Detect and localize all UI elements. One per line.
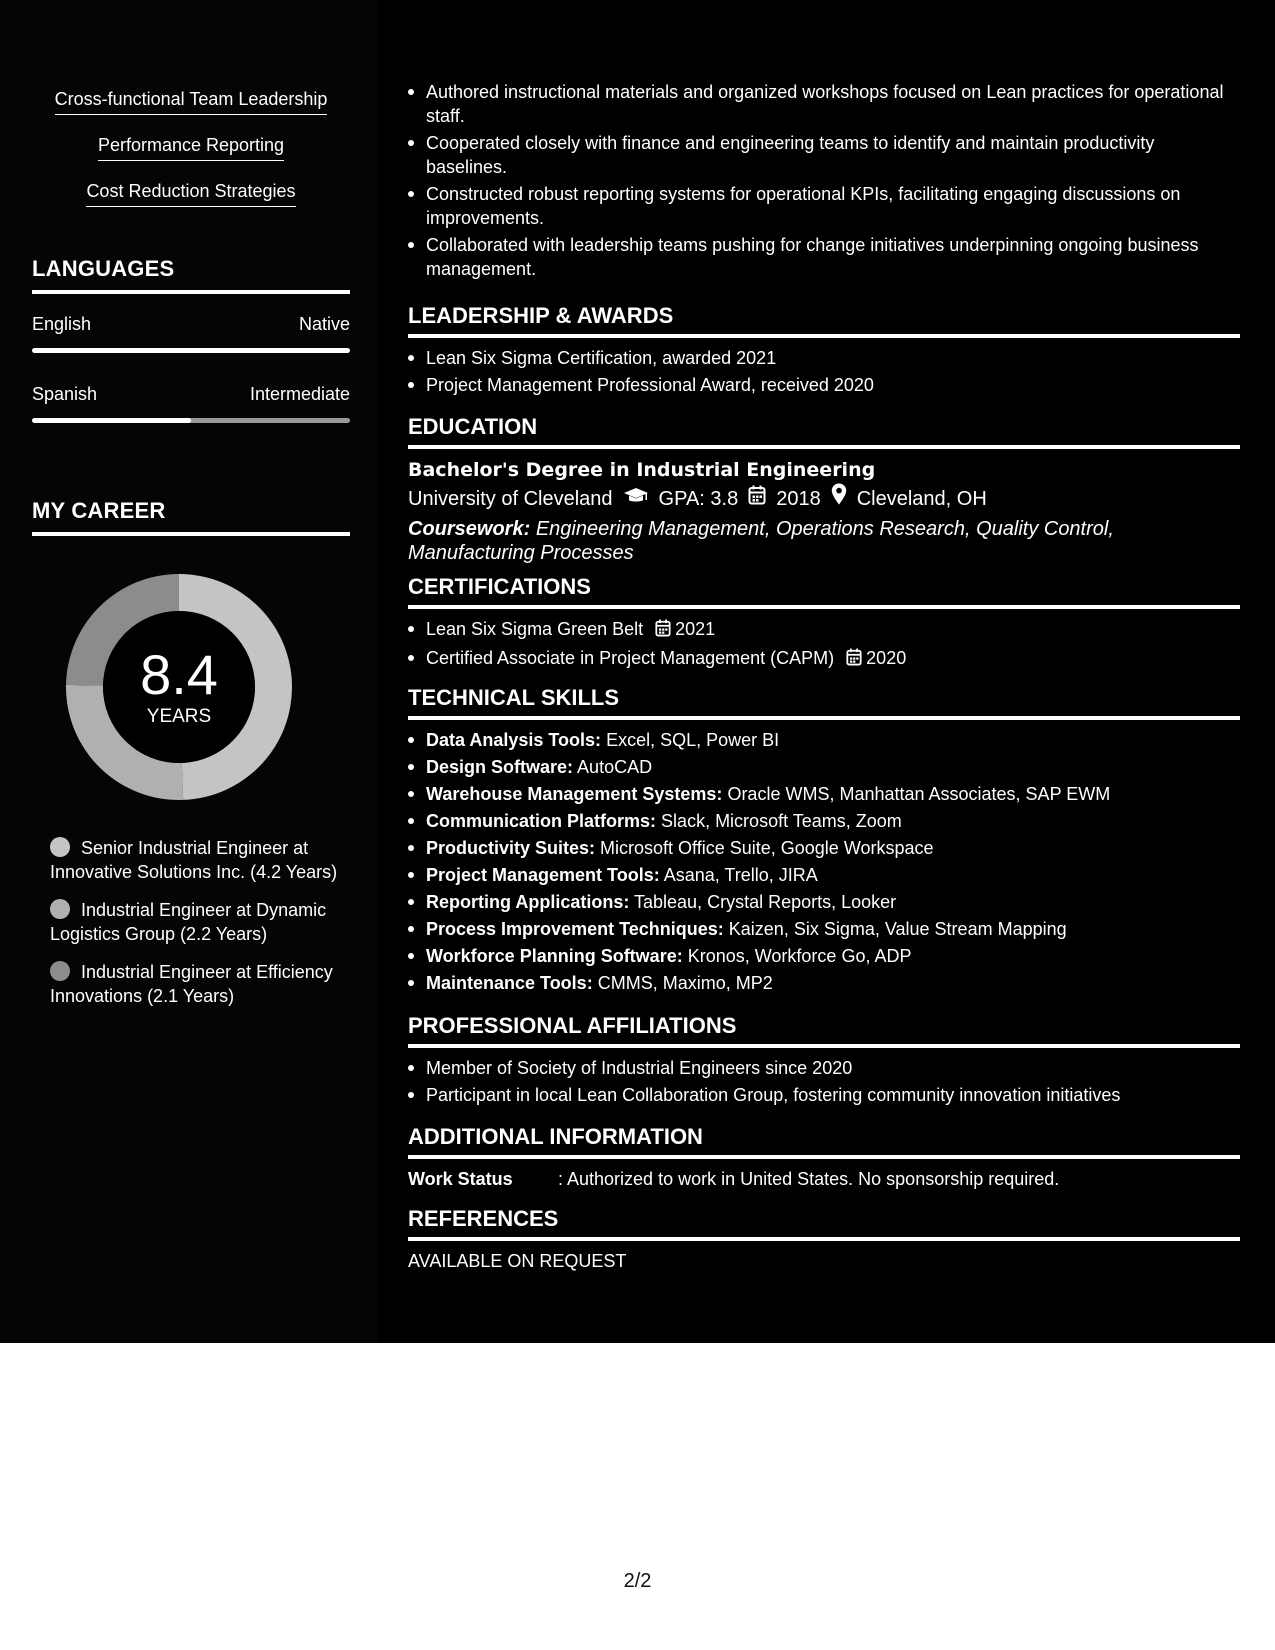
technical-skill-item [408, 809, 1240, 833]
section-title: CERTIFICATIONS [408, 573, 1240, 609]
language-name: Spanish [32, 384, 98, 404]
leadership-section [408, 302, 1240, 400]
technical-skill-label: Design Software: [426, 757, 574, 777]
technical-skill-item [408, 944, 1240, 968]
technical-skill-value: Oracle WMS, Manhattan Associates, SAP EWM [727, 784, 1111, 804]
section-title: TECHNICAL SKILLS [408, 684, 1240, 720]
language-proficiency-bar [32, 418, 350, 423]
graduation-year: 2018 [776, 487, 821, 510]
language-proficiency-fill [32, 418, 191, 423]
coursework [408, 517, 1240, 565]
section-title: ADDITIONAL INFORMATION [408, 1123, 1240, 1159]
technical-skill-label: Maintenance Tools: [426, 973, 593, 993]
career-dot [50, 837, 70, 857]
language-spanish [32, 382, 350, 423]
skill-tag: Cost Reduction Strategies [86, 178, 295, 207]
references-text: AVAILABLE ON REQUEST [408, 1251, 627, 1271]
skills-list [32, 86, 350, 224]
career-dot [50, 899, 70, 919]
technical-skill-value: Kaizen, Six Sigma, Value Stream Mapping [728, 919, 1067, 939]
technical-skill-item [408, 728, 1240, 752]
certifications-section [408, 573, 1240, 675]
experience-bullet: Constructed robust reporting systems for operational KPIs, facilitating engaging discussions on improvements. [408, 182, 1240, 230]
technical-skill-value: Kronos, Workforce Go, ADP [687, 946, 912, 966]
language-level: Intermediate [249, 384, 350, 404]
technical-skill-item [408, 863, 1240, 887]
technical-skill-label: Project Management Tools: [426, 865, 660, 885]
skill-tag: Performance Reporting [98, 132, 284, 161]
language-proficiency-bar [32, 348, 350, 353]
technical-skill-label: Data Analysis Tools: [426, 730, 602, 750]
language-level: Native [298, 314, 350, 334]
education-section [408, 413, 1240, 565]
affiliations-section [408, 1012, 1240, 1110]
career-item-text: Industrial Engineer at Efficiency Innovations (2.1 Years) [50, 962, 333, 1006]
calendar-icon [655, 619, 671, 643]
additional-info-section [408, 1123, 1240, 1191]
technical-skill-value: CMMS, Maximo, MP2 [597, 973, 773, 993]
career-dot [50, 961, 70, 981]
gpa: GPA: 3.8 [658, 487, 739, 510]
calendar-icon [748, 484, 766, 514]
career-item-text: Senior Industrial Engineer at Innovative Solutions Inc. (4.2 Years) [50, 838, 338, 882]
degree-title: Bachelor's Degree in Industrial Engineering [408, 459, 876, 481]
section-title: PROFESSIONAL AFFILIATIONS [408, 1012, 1240, 1048]
technical-skill-value: Microsoft Office Suite, Google Workspace [600, 838, 934, 858]
certification-item [408, 646, 1240, 672]
certification-item [408, 617, 1240, 643]
career-total-unit: YEARS [146, 706, 212, 727]
technical-skill-item [408, 971, 1240, 995]
career-item-text: Industrial Engineer at Dynamic Logistics Group (2.2 Years) [50, 900, 327, 944]
technical-skill-item [408, 782, 1240, 806]
coursework-list: Engineering Management, Operations Research, Quality Control, Manufacturing Processes [408, 518, 1114, 564]
leadership-item: Lean Six Sigma Certification, awarded 2021 [408, 346, 1240, 370]
location-pin-icon [831, 483, 847, 514]
technical-skill-value: Tableau, Crystal Reports, Looker [634, 892, 897, 912]
sidebar [0, 0, 378, 1343]
technical-skill-item [408, 890, 1240, 914]
technical-skill-label: Reporting Applications: [426, 892, 630, 912]
technical-skills-list [408, 728, 1240, 995]
career-item [50, 898, 340, 946]
page-number: 2/2 [623, 1570, 652, 1592]
language-english [32, 312, 350, 353]
work-status-row [408, 1167, 1240, 1191]
career-item [50, 960, 340, 1008]
technical-skill-item [408, 917, 1240, 941]
experience-bullet: Authored instructional materials and organized workshops focused on Lean practices for operational staff. [408, 80, 1240, 128]
career-list [50, 836, 340, 1022]
experience-bullet: Collaborated with leadership teams pushing for change initiatives underpinning ongoing business management. [408, 233, 1240, 281]
career-heading: MY CAREER [32, 498, 350, 536]
technical-skill-value: Excel, SQL, Power BI [606, 730, 780, 750]
graduation-cap-icon [623, 484, 649, 514]
technical-skill-label: Productivity Suites: [426, 838, 596, 858]
certification-year: 2020 [866, 648, 907, 668]
technical-skill-label: Process Improvement Techniques: [426, 919, 724, 939]
calendar-icon [846, 648, 862, 672]
technical-skill-value: Slack, Microsoft Teams, Zoom [661, 811, 902, 831]
technical-skill-label: Communication Platforms: [426, 811, 657, 831]
certification-year: 2021 [675, 619, 716, 639]
language-proficiency-fill [32, 348, 350, 353]
section-title: LEADERSHIP & AWARDS [408, 302, 1240, 338]
technical-skill-value: AutoCAD [577, 757, 653, 777]
certification-name: Lean Six Sigma Green Belt [426, 619, 644, 639]
work-status-value: : Authorized to work in United States. No sponsorship required. [558, 1169, 1060, 1189]
work-status-label: Work Status [408, 1169, 513, 1189]
languages-heading: LANGUAGES [32, 256, 350, 294]
career-item [50, 836, 340, 884]
technical-skill-item [408, 836, 1240, 860]
education-meta [408, 483, 1240, 514]
affiliation-item: Member of Society of Industrial Engineers since 2020 [408, 1056, 1240, 1080]
technical-skill-label: Workforce Planning Software: [426, 946, 683, 966]
section-title: EDUCATION [408, 413, 1240, 449]
school-name: University of Cleveland [408, 487, 613, 510]
technical-skill-value: Asana, Trello, JIRA [663, 865, 818, 885]
leadership-item: Project Management Professional Award, received 2020 [408, 373, 1240, 397]
technical-skills-section [408, 684, 1240, 998]
technical-skill-item [408, 755, 1240, 779]
language-name: English [32, 314, 92, 334]
coursework-label: Coursework: [408, 518, 531, 540]
experience-bullet: Cooperated closely with finance and engineering teams to identify and maintain productivity baselines. [408, 131, 1240, 179]
certification-name: Certified Associate in Project Management (CAPM) [426, 648, 835, 668]
references-section [408, 1205, 1240, 1273]
experience-bullets [408, 80, 1240, 284]
section-title: REFERENCES [408, 1205, 1240, 1241]
skill-tag: Cross-functional Team Leadership [55, 86, 328, 115]
affiliation-item: Participant in local Lean Collaboration Group, fostering community innovation initiatives [408, 1083, 1240, 1107]
career-total-value: 8.4 [140, 643, 218, 706]
career-total [66, 574, 292, 800]
technical-skill-label: Warehouse Management Systems: [426, 784, 723, 804]
education-location: Cleveland, OH [856, 487, 987, 510]
